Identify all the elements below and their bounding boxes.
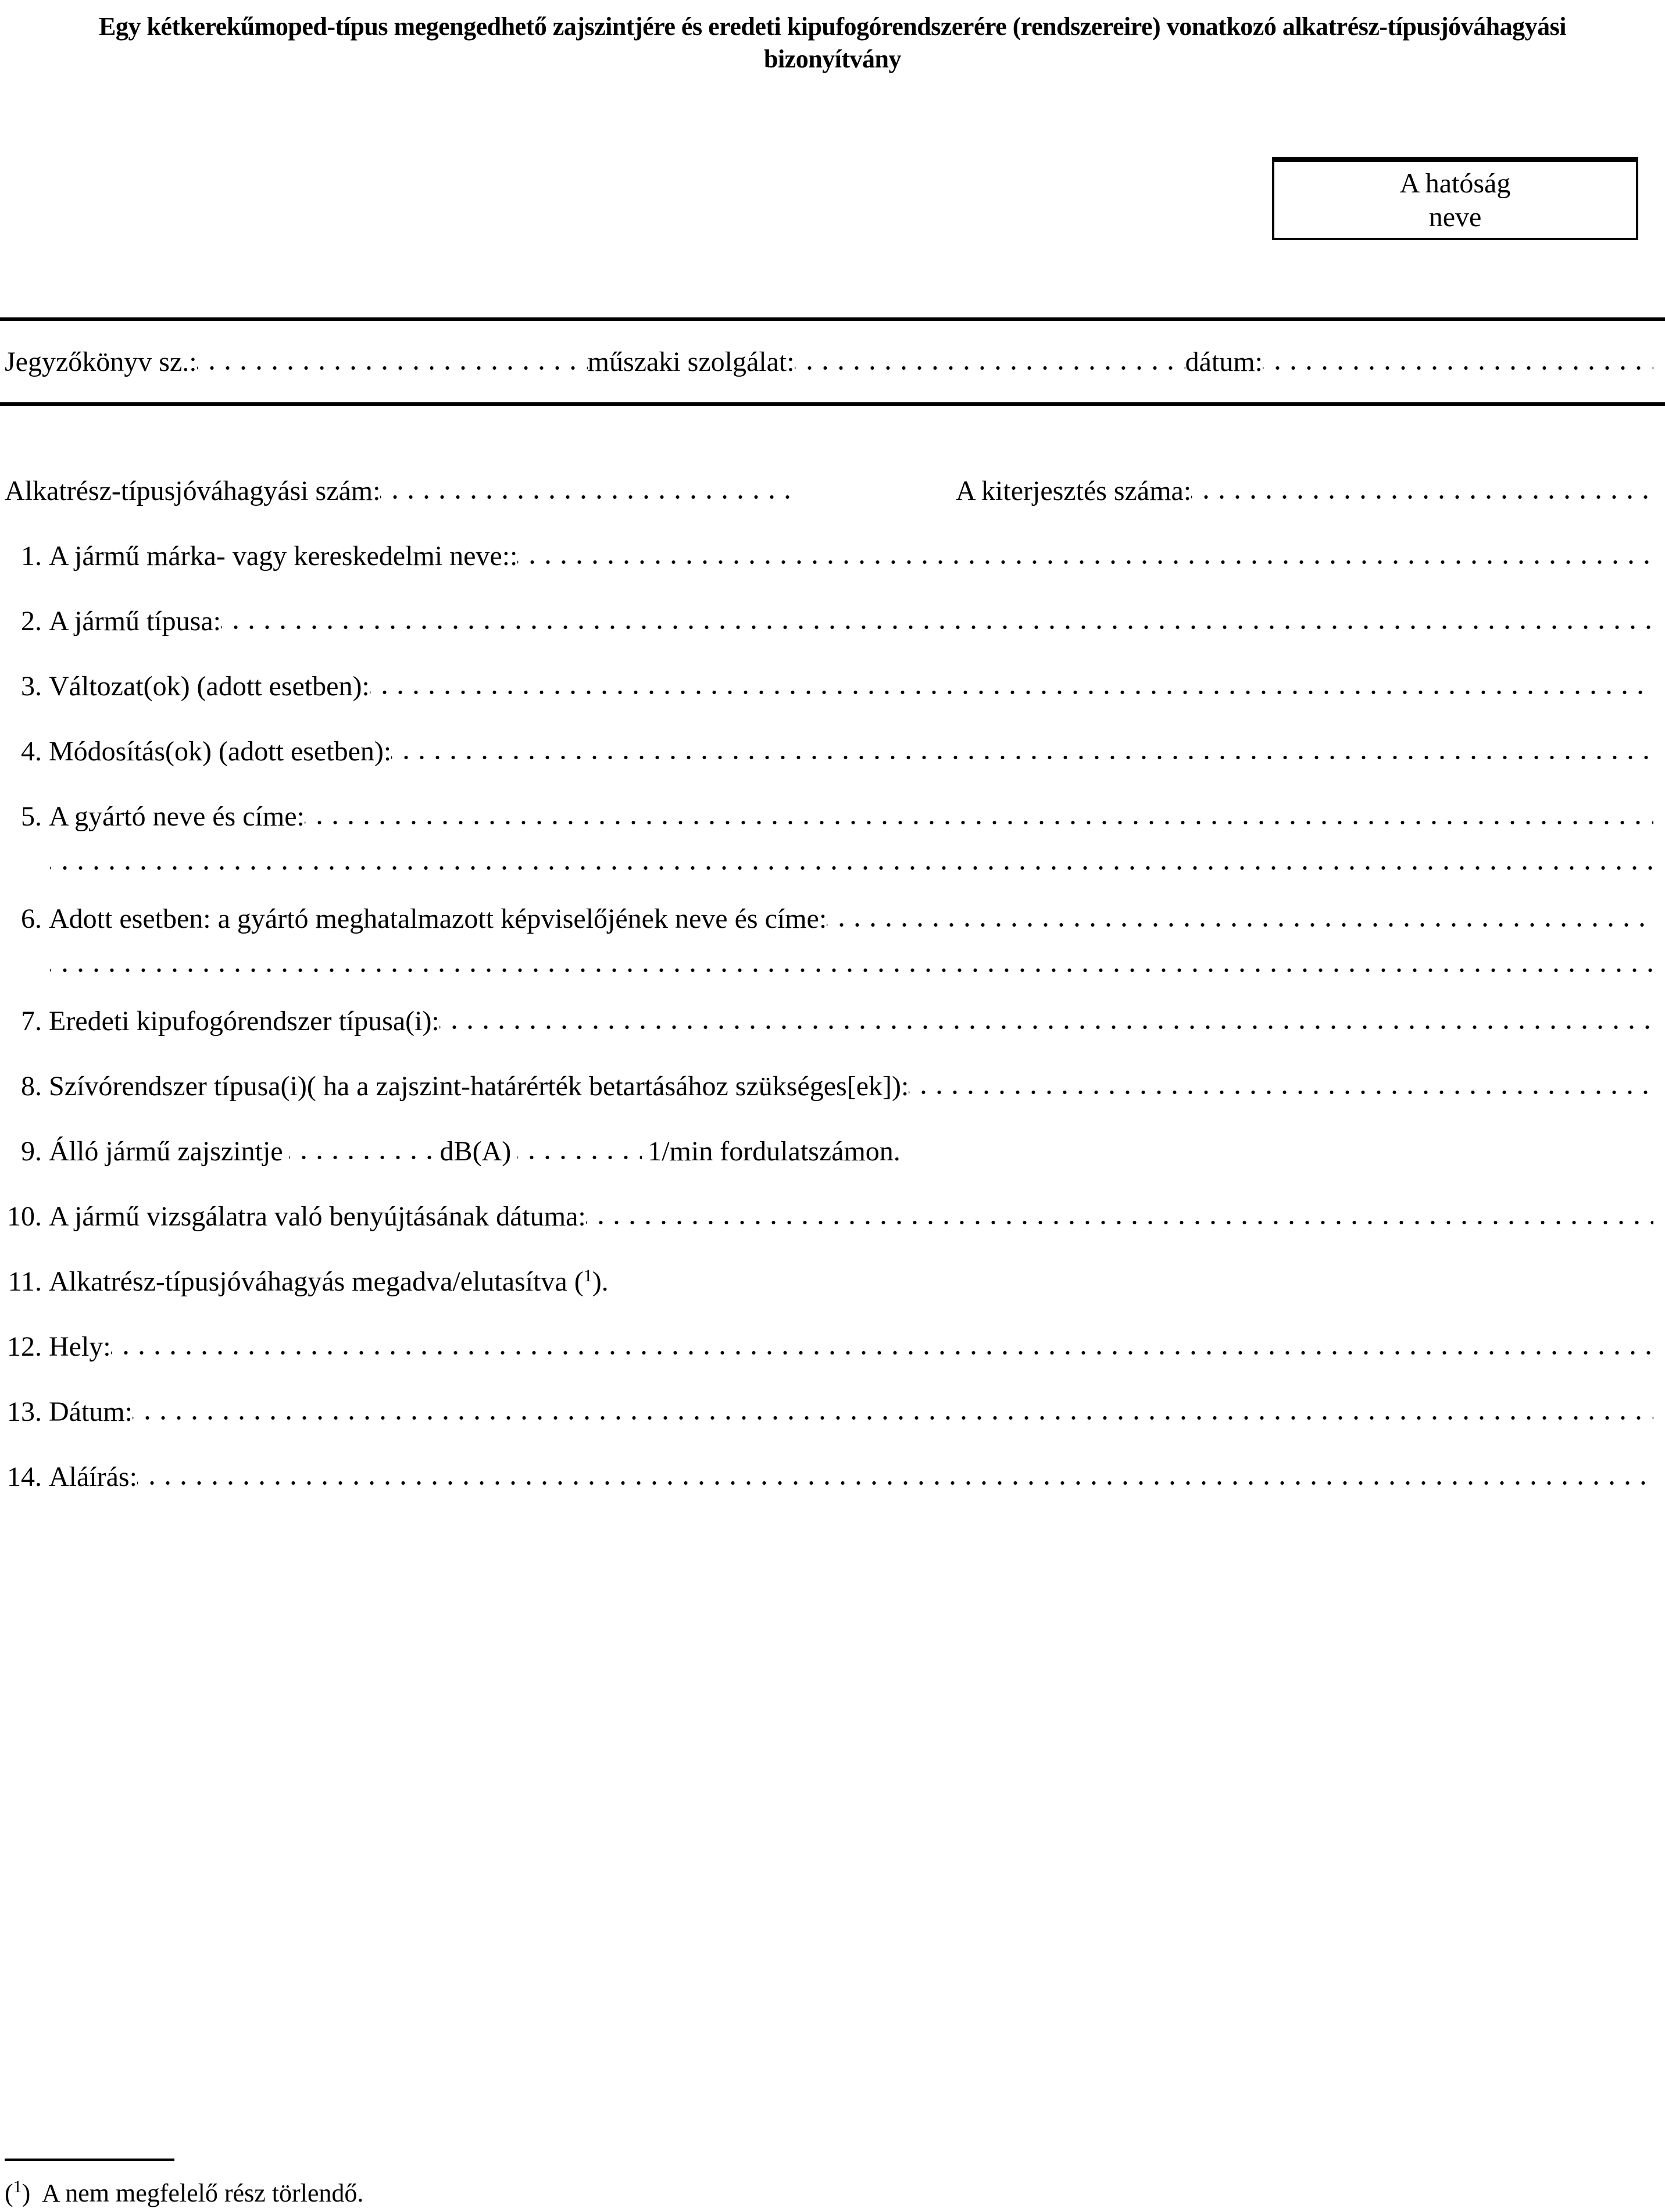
extension-number-group <box>956 474 1653 508</box>
dotted-field <box>305 820 1653 826</box>
item-number: 2. <box>21 606 42 637</box>
form-item-6 <box>5 902 1653 936</box>
horizontal-rule-top <box>0 317 1665 321</box>
date-dotted-field <box>1263 365 1653 371</box>
form-item-12 <box>5 1330 1653 1364</box>
dotted-field <box>440 1024 1653 1030</box>
item-text: A jármű vizsgálatra való benyújtásának dátuma: <box>49 1201 586 1232</box>
dotted-field <box>289 1155 434 1160</box>
protocol-row <box>5 345 1653 379</box>
item-content <box>49 1330 1653 1364</box>
form-item-2 <box>5 605 1653 638</box>
form-item-9 <box>5 1135 1653 1168</box>
item-number: 3. <box>21 671 42 702</box>
item-number: 10. <box>7 1201 42 1232</box>
item-content <box>49 735 1653 769</box>
dotted-field <box>133 1415 1653 1421</box>
dotted-field <box>909 1089 1653 1095</box>
dotted-field <box>517 559 1653 565</box>
dotted-field <box>50 865 1653 871</box>
dotted-field <box>50 967 1653 973</box>
item-content: Alkatrész-típusjóváhagyás megadva/elutasítva ( 1 ). <box>49 1265 1653 1299</box>
dotted-field <box>391 755 1653 760</box>
footnote <box>5 2159 363 2209</box>
authority-name-box <box>1272 157 1638 240</box>
approval-number-dotted-field <box>380 494 798 500</box>
item-content <box>49 800 1653 834</box>
item-content <box>49 1005 1653 1038</box>
form-item-7 <box>5 1005 1653 1038</box>
form-item-8 <box>5 1070 1653 1103</box>
item-text: Változat(ok) (adott esetben): <box>49 671 370 702</box>
item-content <box>49 1070 1653 1103</box>
item-content <box>49 670 1653 703</box>
dotted-field <box>137 1480 1653 1486</box>
item-number: 8. <box>21 1071 42 1102</box>
footnote-separator <box>5 2159 174 2161</box>
footnote-text: ( 1 ) A nem megfelelő rész törlendő. <box>5 2177 364 2207</box>
item-text: dB(A) <box>440 1136 512 1167</box>
title-line-2: bizonyítvány <box>763 45 902 73</box>
dotted-field <box>111 1350 1653 1356</box>
continuation-dotted-line <box>5 865 1653 871</box>
authority-box-line-2: neve <box>1428 202 1482 233</box>
form-items <box>0 539 1665 1494</box>
extension-number-label: A kiterjesztés száma: <box>956 476 1192 506</box>
item-number: 6. <box>21 903 42 934</box>
item-text: Aláírás: <box>49 1461 137 1492</box>
document-title <box>6 10 1659 76</box>
protocol-number-label: Jegyzőkönyv sz.: <box>5 346 197 377</box>
dotted-field <box>221 624 1653 630</box>
dotted-field <box>586 1220 1653 1225</box>
form-item-1 <box>5 539 1653 573</box>
item-number: 4. <box>21 736 42 767</box>
item-text: ) A nem megfelelő rész törlendő. <box>22 2179 364 2207</box>
item-content <box>49 605 1653 638</box>
item-text: A gyártó neve és címe: <box>49 801 305 832</box>
form-item-10 <box>5 1200 1653 1234</box>
continuation-dotted-line <box>5 967 1653 973</box>
technical-service-dotted-field <box>795 365 1185 371</box>
technical-service-label: műszaki szolgálat: <box>587 346 795 377</box>
item-content <box>49 1460 1653 1494</box>
item-number: 1. <box>21 541 42 571</box>
item-content <box>49 1135 1653 1168</box>
item-text: Szívórendszer típusa(i)( ha a zajszint-határérték betartásához szükséges[ek]): <box>49 1071 909 1102</box>
item-text: Eredeti kipufogórendszer típusa(i): <box>49 1006 440 1037</box>
item-number: 7. <box>21 1006 42 1037</box>
protocol-number-dotted-field <box>197 365 588 371</box>
horizontal-rule-bottom <box>0 402 1665 406</box>
item-number: 14. <box>7 1461 42 1492</box>
dotted-field <box>827 922 1653 928</box>
item-number: 13. <box>7 1396 42 1427</box>
item-text: Hely: <box>49 1331 111 1362</box>
title-line-1: Egy kétkerekűmoped-típus megengedhető zajszintjére és eredeti kipufogórendszerére (rendszereire) vonatkozó alkatrész-típusjóváhagyási <box>99 12 1566 41</box>
form-item-11 <box>5 1265 1653 1299</box>
item-content <box>49 902 1653 936</box>
form-item-4 <box>5 735 1653 769</box>
form-item-3 <box>5 670 1653 703</box>
extension-number-dotted-field <box>1191 494 1653 500</box>
form-item-13 <box>5 1395 1653 1429</box>
item-text: 1/min fordulatszámon. <box>648 1136 901 1167</box>
approval-number-label: Alkatrész-típusjóváhagyási szám: <box>5 476 381 506</box>
approval-number-group <box>5 474 798 508</box>
item-text: Alkatrész-típusjóváhagyás megadva/elutasítva ( <box>49 1266 584 1297</box>
item-text: Adott esetben: a gyártó meghatalmazott képviselőjének neve és címe: <box>49 903 827 934</box>
date-label: dátum: <box>1185 346 1263 377</box>
item-content <box>49 539 1653 573</box>
item-number: 5. <box>21 801 42 832</box>
item-number: 12. <box>7 1331 42 1362</box>
item-number: 11. <box>8 1266 42 1297</box>
approval-number-row <box>5 474 1653 508</box>
form-item-5 <box>5 800 1653 834</box>
item-text: Dátum: <box>49 1396 133 1427</box>
item-text: ). <box>592 1266 609 1297</box>
item-number: 9. <box>21 1136 42 1167</box>
item-text: Módosítás(ok) (adott esetben): <box>49 736 392 767</box>
authority-box-line-1: A hatóság <box>1399 168 1511 199</box>
item-text: A jármű típusa: <box>49 606 221 637</box>
item-content <box>49 1395 1653 1429</box>
form-item-14 <box>5 1460 1653 1494</box>
dotted-field <box>370 689 1653 695</box>
item-content <box>49 1200 1653 1234</box>
item-text: ( <box>5 2179 13 2207</box>
item-text: A jármű márka- vagy kereskedelmi neve:: <box>49 541 518 571</box>
item-text: Álló jármű zajszintje <box>49 1136 283 1167</box>
dotted-field <box>517 1155 642 1160</box>
